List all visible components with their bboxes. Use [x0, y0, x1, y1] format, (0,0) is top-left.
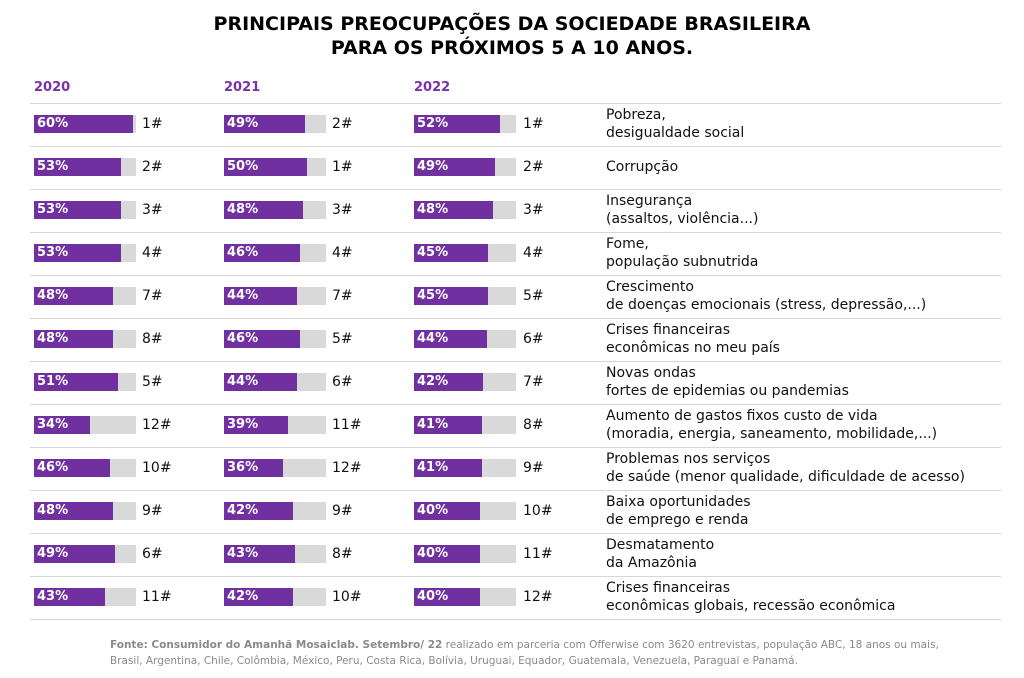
year-label-2020: 2020 — [34, 80, 71, 95]
bar-value-label: 42% — [227, 589, 259, 604]
row-divider — [30, 619, 1001, 620]
bar-value-label: 46% — [227, 331, 259, 346]
row-divider — [30, 361, 1001, 362]
rank-label-2021: 5# — [332, 331, 353, 347]
bar-track-2020 — [34, 545, 136, 563]
bar-track-2020 — [34, 416, 136, 434]
rank-label-2020: 6# — [142, 546, 163, 562]
bar-2020 — [34, 244, 121, 262]
bar-2022 — [414, 158, 495, 176]
bar-track-2022 — [414, 588, 516, 606]
rank-label-2022: 8# — [523, 417, 544, 433]
bar-value-label: 48% — [227, 202, 259, 217]
bar-value-label: 53% — [37, 159, 69, 174]
bar-track-2021 — [224, 373, 326, 391]
category-label: Insegurança (assaltos, violência...) — [606, 193, 759, 227]
bar-value-label: 43% — [37, 589, 69, 604]
bar-track-2020 — [34, 115, 136, 133]
rank-label-2020: 1# — [142, 116, 163, 132]
bar-value-label: 40% — [417, 503, 449, 518]
bar-track-2022 — [414, 287, 516, 305]
bar-track-2022 — [414, 545, 516, 563]
rank-label-2020: 10# — [142, 460, 172, 476]
bar-track-2020 — [34, 459, 136, 477]
bar-2022 — [414, 201, 493, 219]
source-line-2: Brasil, Argentina, Chile, Colômbia, México, Peru, Costa Rica, Bolívia, Uruguai, Equador, Guatemala, Venezuela, Paraguai e Panamá. — [110, 655, 798, 667]
bar-value-label: 36% — [227, 460, 259, 475]
row-divider — [30, 404, 1001, 405]
source-rest: realizado em parceria com Offerwise com 3620 entrevistas, população ABC, 18 anos ou mais, — [442, 639, 939, 651]
source-bold: Fonte: Consumidor do Amanhã Mosaiclab. Setembro/ 22 — [110, 639, 443, 651]
category-label: Fome, população subnutrida — [606, 236, 759, 270]
bar-2020 — [34, 416, 90, 434]
bar-track-2022 — [414, 416, 516, 434]
bar-track-2020 — [34, 201, 136, 219]
bar-2020 — [34, 158, 121, 176]
category-label: Crescimento de doenças emocionais (stress, depressão,...) — [606, 279, 927, 313]
bar-2022 — [414, 115, 500, 133]
bar-value-label: 41% — [417, 460, 449, 475]
rank-label-2022: 11# — [523, 546, 553, 562]
bar-2021 — [224, 115, 305, 133]
row-divider — [30, 232, 1001, 233]
bar-value-label: 48% — [37, 331, 69, 346]
bar-2020 — [34, 545, 115, 563]
rank-label-2022: 2# — [523, 159, 544, 175]
title-line-2: PARA OS PRÓXIMOS 5 A 10 ANOS. — [330, 37, 694, 59]
bar-2021 — [224, 502, 293, 520]
bar-value-label: 44% — [417, 331, 449, 346]
rank-label-2021: 7# — [332, 288, 353, 304]
bar-value-label: 53% — [37, 245, 69, 260]
bar-value-label: 48% — [37, 288, 69, 303]
bar-value-label: 45% — [417, 288, 449, 303]
bar-track-2021 — [224, 244, 326, 262]
rank-label-2022: 5# — [523, 288, 544, 304]
rank-label-2021: 6# — [332, 374, 353, 390]
row-divider — [30, 490, 1001, 491]
bar-2022 — [414, 502, 480, 520]
bar-value-label: 40% — [417, 546, 449, 561]
bar-value-label: 45% — [417, 245, 449, 260]
bar-2022 — [414, 373, 483, 391]
bar-track-2022 — [414, 158, 516, 176]
bar-value-label: 48% — [417, 202, 449, 217]
bar-track-2021 — [224, 201, 326, 219]
bar-2020 — [34, 373, 118, 391]
title-line-1: PRINCIPAIS PREOCUPAÇÕES DA SOCIEDADE BRASILEIRA — [213, 13, 811, 35]
category-label: Problemas nos serviços de saúde (menor qualidade, dificuldade de acesso) — [606, 451, 965, 485]
rank-label-2021: 11# — [332, 417, 362, 433]
bar-track-2022 — [414, 115, 516, 133]
rank-label-2020: 3# — [142, 202, 163, 218]
bar-2022 — [414, 459, 482, 477]
bar-value-label: 39% — [227, 417, 259, 432]
bar-2020 — [34, 287, 113, 305]
bar-value-label: 46% — [37, 460, 69, 475]
bar-2022 — [414, 588, 480, 606]
row-divider — [30, 103, 1001, 104]
bar-value-label: 42% — [417, 374, 449, 389]
rank-label-2022: 7# — [523, 374, 544, 390]
bar-track-2022 — [414, 201, 516, 219]
rank-label-2021: 1# — [332, 159, 353, 175]
row-divider — [30, 576, 1001, 577]
bar-value-label: 53% — [37, 202, 69, 217]
bar-track-2020 — [34, 588, 136, 606]
bar-2020 — [34, 115, 133, 133]
bar-2020 — [34, 588, 105, 606]
bar-2021 — [224, 244, 300, 262]
bar-track-2020 — [34, 244, 136, 262]
bar-value-label: 49% — [417, 159, 449, 174]
bar-track-2021 — [224, 416, 326, 434]
bar-track-2021 — [224, 330, 326, 348]
rank-label-2020: 4# — [142, 245, 163, 261]
bar-track-2022 — [414, 330, 516, 348]
rank-label-2022: 12# — [523, 589, 553, 605]
rank-label-2021: 3# — [332, 202, 353, 218]
bar-2022 — [414, 330, 487, 348]
rank-label-2021: 9# — [332, 503, 353, 519]
bar-2021 — [224, 545, 295, 563]
bar-track-2022 — [414, 459, 516, 477]
bar-2020 — [34, 502, 113, 520]
rank-label-2021: 10# — [332, 589, 362, 605]
year-label-2022: 2022 — [414, 80, 451, 95]
bar-track-2021 — [224, 115, 326, 133]
bar-track-2020 — [34, 373, 136, 391]
row-divider — [30, 146, 1001, 147]
bar-track-2022 — [414, 502, 516, 520]
year-label-2021: 2021 — [224, 80, 261, 95]
rank-label-2020: 12# — [142, 417, 172, 433]
category-label: Baixa oportunidades de emprego e renda — [606, 494, 751, 528]
bar-2022 — [414, 416, 482, 434]
rank-label-2021: 8# — [332, 546, 353, 562]
bar-2021 — [224, 373, 297, 391]
bar-value-label: 42% — [227, 503, 259, 518]
rank-label-2020: 7# — [142, 288, 163, 304]
rank-label-2020: 11# — [142, 589, 172, 605]
chart-title — [0, 12, 1024, 60]
row-divider — [30, 189, 1001, 190]
rank-label-2022: 3# — [523, 202, 544, 218]
category-label: Crises financeiras econômicas globais, recessão econômica — [606, 580, 896, 614]
bar-value-label: 44% — [227, 288, 259, 303]
bar-2021 — [224, 158, 307, 176]
rank-label-2020: 2# — [142, 159, 163, 175]
rank-label-2021: 12# — [332, 460, 362, 476]
bar-track-2020 — [34, 502, 136, 520]
category-label: Desmatamento da Amazônia — [606, 537, 715, 571]
bar-2021 — [224, 459, 283, 477]
rank-label-2020: 5# — [142, 374, 163, 390]
rank-label-2020: 8# — [142, 331, 163, 347]
bar-value-label: 52% — [417, 116, 449, 131]
bar-value-label: 50% — [227, 159, 259, 174]
bar-track-2021 — [224, 459, 326, 477]
rank-label-2021: 4# — [332, 245, 353, 261]
source-footnote — [110, 637, 939, 669]
bar-track-2021 — [224, 158, 326, 176]
bar-track-2021 — [224, 502, 326, 520]
bar-2020 — [34, 459, 110, 477]
bar-track-2022 — [414, 244, 516, 262]
rank-label-2022: 10# — [523, 503, 553, 519]
bar-track-2021 — [224, 287, 326, 305]
bar-2021 — [224, 416, 288, 434]
bar-2022 — [414, 287, 488, 305]
row-divider — [30, 533, 1001, 534]
row-divider — [30, 318, 1001, 319]
bar-track-2020 — [34, 330, 136, 348]
rank-label-2022: 1# — [523, 116, 544, 132]
bar-2020 — [34, 330, 113, 348]
row-divider — [30, 447, 1001, 448]
bar-2021 — [224, 287, 297, 305]
bar-2021 — [224, 201, 303, 219]
row-divider — [30, 275, 1001, 276]
bar-track-2020 — [34, 158, 136, 176]
bar-value-label: 49% — [227, 116, 259, 131]
bar-2020 — [34, 201, 121, 219]
category-label: Crises financeiras econômicas no meu país — [606, 322, 780, 356]
bar-value-label: 44% — [227, 374, 259, 389]
bar-track-2021 — [224, 545, 326, 563]
bar-2021 — [224, 588, 293, 606]
category-label: Aumento de gastos fixos custo de vida (moradia, energia, saneamento, mobilidade,...) — [606, 408, 938, 442]
rank-label-2022: 4# — [523, 245, 544, 261]
bar-track-2021 — [224, 588, 326, 606]
bar-value-label: 60% — [37, 116, 69, 131]
bar-value-label: 40% — [417, 589, 449, 604]
bar-value-label: 34% — [37, 417, 69, 432]
rank-label-2020: 9# — [142, 503, 163, 519]
rank-label-2022: 9# — [523, 460, 544, 476]
bar-value-label: 41% — [417, 417, 449, 432]
bar-value-label: 46% — [227, 245, 259, 260]
bar-value-label: 48% — [37, 503, 69, 518]
bar-value-label: 51% — [37, 374, 69, 389]
bar-2022 — [414, 545, 480, 563]
category-label: Pobreza, desigualdade social — [606, 107, 745, 141]
category-label: Novas ondas fortes de epidemias ou pandemias — [606, 365, 849, 399]
bar-value-label: 43% — [227, 546, 259, 561]
bar-2022 — [414, 244, 488, 262]
category-label: Corrupção — [606, 159, 679, 175]
bar-track-2022 — [414, 373, 516, 391]
bar-value-label: 49% — [37, 546, 69, 561]
bar-2021 — [224, 330, 300, 348]
rank-label-2022: 6# — [523, 331, 544, 347]
bar-track-2020 — [34, 287, 136, 305]
rank-label-2021: 2# — [332, 116, 353, 132]
